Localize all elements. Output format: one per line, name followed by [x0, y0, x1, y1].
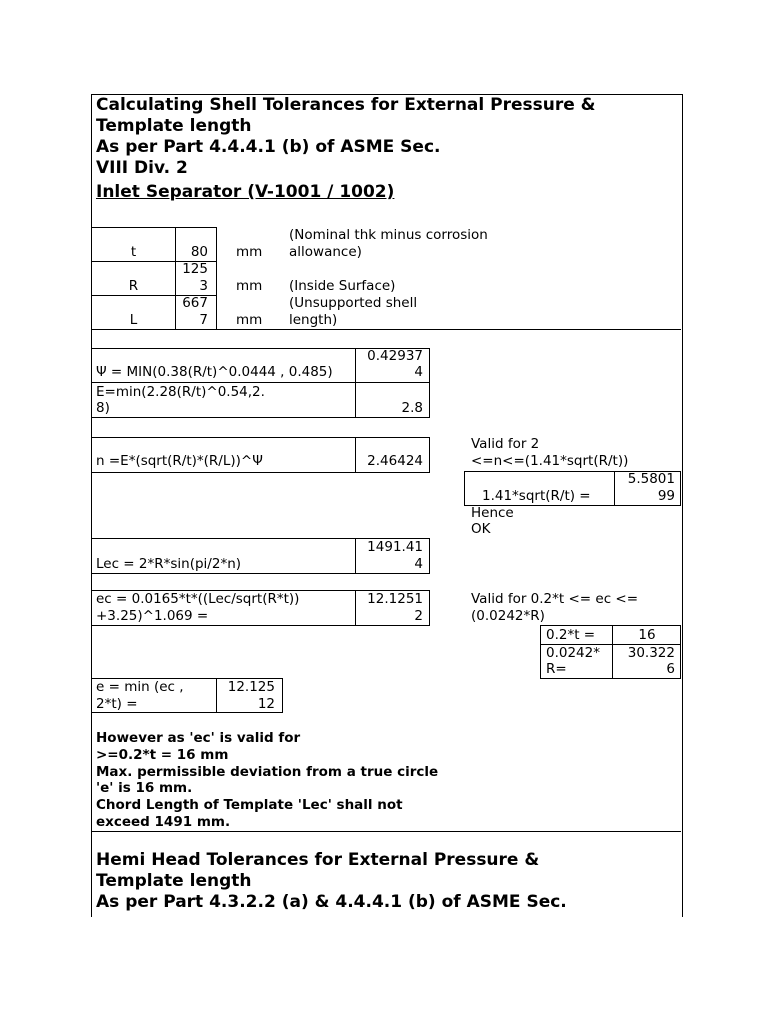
limit-2-value-line-2: 6 — [666, 661, 675, 677]
limit-2-label-line-2: R= — [546, 661, 567, 677]
n-formula: n =E*(sqrt(R/t)*(R/L))^Ψ — [96, 453, 263, 469]
input-value-L-line-1: 667 — [182, 295, 208, 311]
inputs-table-top-border — [91, 227, 217, 228]
input-note-t-line-2: allowance) — [289, 244, 362, 260]
ec-formula-line-2: +3.25)^1.069 = — [96, 608, 209, 624]
input-note-L-line-1: (Unsupported shell — [289, 295, 418, 311]
input-value-t: 80 — [190, 244, 208, 260]
input-value-R-line-2: 3 — [199, 278, 208, 294]
section-title-line-3: As per Part 4.4.4.1 (b) of ASME Sec. — [96, 137, 441, 157]
section-title-line-2: Template length — [96, 116, 252, 136]
e-value: 2.8 — [401, 400, 423, 416]
e-formula-line-2: 8) — [96, 400, 110, 416]
psi-e-row-divider — [91, 382, 430, 383]
ec-value-line-2: 2 — [414, 608, 423, 624]
section2-title-line-1: Hemi Head Tolerances for External Pressure & — [96, 850, 540, 870]
conclusion-line: >=0.2*t = 16 mm — [96, 747, 229, 763]
ec-validity-line-2: (0.0242*R) — [471, 608, 545, 624]
e-min-value-line-1: 12.125 — [227, 679, 275, 695]
limit-2-value-line-1: 30.322 — [627, 645, 675, 661]
input-unit-t: mm — [236, 244, 263, 260]
input-unit-L: mm — [236, 312, 263, 328]
limit-1-label: 0.2*t = — [546, 627, 596, 643]
conclusion-line: However as 'ec' is valid for — [96, 730, 301, 746]
conclusion-line: Max. permissible deviation from a true circle — [96, 764, 439, 780]
check-label: 1.41*sqrt(R/t) = — [482, 488, 591, 504]
e-min-formula-line-1: e = min (ec , — [96, 679, 184, 695]
input-symbol-R: R — [128, 278, 139, 294]
ec-formula-line-1: ec = 0.0165*t*((Lec/sqrt(R*t)) — [96, 591, 300, 607]
conclusion-line: 'e' is 16 mm. — [96, 780, 193, 796]
inputs-table-column-divider — [216, 227, 217, 329]
section2-title-line-2: Template length — [96, 871, 252, 891]
input-symbol-t: t — [130, 244, 137, 260]
lec-formula: Lec = 2*R*sin(pi/2*n) — [96, 556, 242, 572]
e-formula-line-1: E=min(2.28(R/t)^0.54,2. — [96, 384, 265, 400]
section-subtitle: Inlet Separator (V-1001 / 1002) — [96, 182, 395, 202]
conclusion-line: Chord Length of Template 'Lec' shall not — [96, 797, 403, 813]
ec-validity-line-1: Valid for 0.2*t <= ec <= — [471, 591, 639, 607]
input-note-t-line-1: (Nominal thk minus corrosion — [289, 227, 488, 243]
hence-line-1: Hence — [471, 505, 514, 521]
section2-title-line-3: As per Part 4.3.2.2 (a) & 4.4.4.1 (b) of ASME Sec. — [96, 892, 567, 912]
section-title-line-1: Calculating Shell Tolerances for External Pressure & — [96, 95, 596, 115]
check-value-line-2: 99 — [657, 488, 675, 504]
hence-line-2: OK — [471, 521, 491, 537]
psi-value-line-2: 4 — [414, 364, 423, 380]
limit-2-label-line-1: 0.0242* — [546, 645, 600, 661]
input-note-R: (Inside Surface) — [289, 278, 396, 294]
check-value-line-1: 5.5801 — [627, 471, 675, 487]
section-title-line-4: VIII Div. 2 — [96, 158, 188, 178]
psi-formula: Ψ = MIN(0.38(R/t)^0.0444 , 0.485) — [96, 364, 333, 380]
section-separator — [91, 831, 681, 832]
input-unit-R: mm — [236, 278, 263, 294]
lec-value-line-1: 1491.41 — [367, 539, 423, 555]
input-value-R-line-1: 125 — [182, 261, 208, 277]
limit-1-value: 16 — [638, 627, 656, 643]
psi-value-line-1: 0.42937 — [367, 348, 423, 364]
lec-value-line-2: 4 — [414, 556, 423, 572]
e-min-formula-line-2: 2*t) = — [96, 696, 138, 712]
inputs-table-bottom-border — [91, 329, 681, 330]
n-validity-line-2: <=n<=(1.41*sqrt(R/t)) — [471, 453, 629, 469]
n-validity-line-1: Valid for 2 — [471, 436, 540, 452]
e-min-value-line-2: 12 — [257, 696, 275, 712]
input-value-L-line-2: 7 — [199, 312, 208, 328]
input-note-L-line-2: length) — [289, 312, 338, 328]
input-symbol-L: L — [129, 312, 138, 328]
conclusion-line: exceed 1491 mm. — [96, 814, 231, 830]
n-value: 2.46424 — [367, 453, 423, 469]
ec-value-line-1: 12.1251 — [367, 591, 423, 607]
